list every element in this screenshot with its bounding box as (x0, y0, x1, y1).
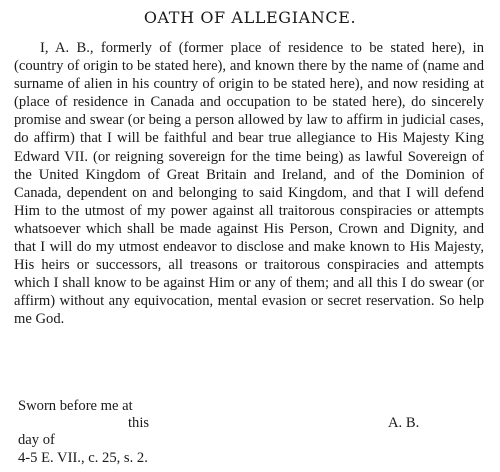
document-title: OATH OF ALLEGIANCE. (143, 8, 357, 27)
day-of-line: day of (18, 432, 55, 448)
statute-citation: 4-5 E. VII., c. 25, s. 2. (18, 450, 148, 466)
signature-initials: A. B. (388, 415, 420, 431)
sworn-before-line: Sworn before me at (18, 398, 133, 414)
oath-paragraph: I, A. B., formerly of (former place of residence to be stated here), in (country of origin to be stated here), and known there by the name of (name and surname of alien in his country of origin to be stated here), and now residing at (place of residence in Canada and occupation to be stated here), do sincerely promise and swear (or being a person allowed by law to affirm in judicial cases, do affirm) that I will be faithful and bear true allegiance to His Majesty King Edward VII. (or reigning sovereign for the time being) as lawful Sovereign of the United Kingdom of Great Britain and Ireland, and of the Dominion of Canada, dependent on and belonging to said Kingdom, and that I will defend Him to the utmost of my power against all traitorous conspiracies or attempts whatsoever which shall be made against His Person, Crown and Dignity, and that I will do my utmost endeavor to disclose and make known to His Majesty, His heirs or successors, all treasons or traitorous conspiracies and attempts which I shall know to be against Him or any of them; and all this I do swear (or affirm) without any equivocation, mental evasion or secret reservation. So help me God. (14, 40, 484, 328)
this-label: this (128, 415, 150, 431)
